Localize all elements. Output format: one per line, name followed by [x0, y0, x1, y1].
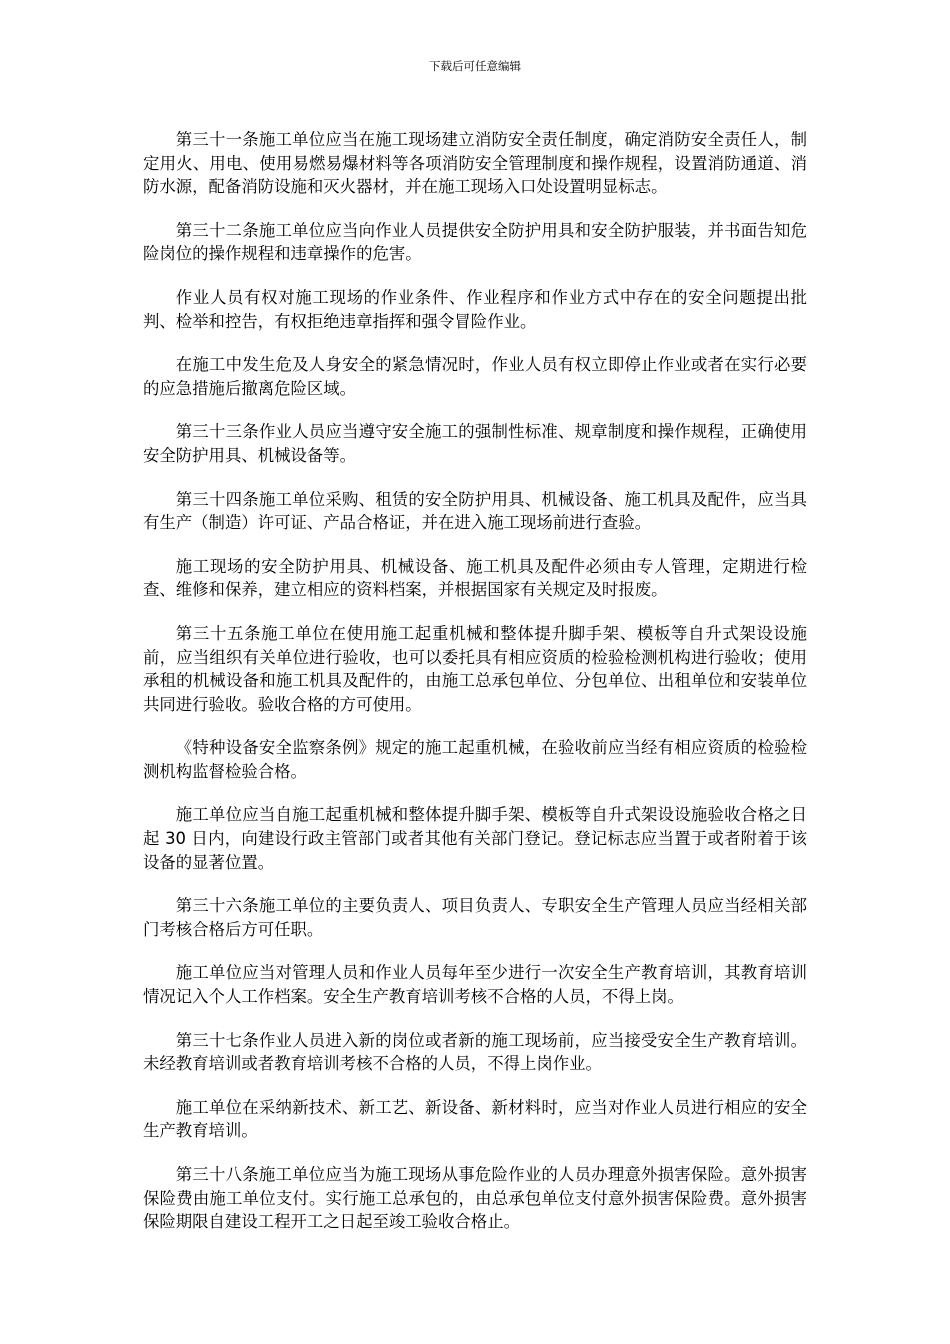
paragraph-article-33: 第三十三条作业人员应当遵守安全施工的强制性标准、规章制度和操作规程，正确使用安全防护用具、机械设备等。: [143, 422, 807, 465]
paragraph-article-32: 第三十二条施工单位应当向作业人员提供安全防护用具和安全防护服装，并书面告知危险岗位的操作规程和违章操作的危害。: [143, 220, 807, 264]
paragraph-emergency: 在施工中发生危及人身安全的紧急情况时，作业人员有权立即停止作业或者在实行必要的应急措施后撤离危险区域。: [143, 355, 807, 398]
paragraph-article-31: 第三十一条施工单位应当在施工现场建立消防安全责任制度，确定消防安全责任人，制定用火、用电、使用易燃易爆材料等各项消防安全管理制度和操作规程，设置消防通道、消防水源，配备消防设施和灭火器材，并在施工现场入口处设置明显标志。: [143, 130, 807, 197]
paragraph-article-35: 第三十五条施工单位在使用施工起重机械和整体提升脚手架、模板等自升式架设设施前，应当组织有关单位进行验收，也可以委托具有相应资质的检验检测机构进行验收；使用承租的机械设备和施工机具及配件的，由施工总承包单位、分包单位、出租单位和安装单位共同进行验收。验收合格的方可使用。: [143, 623, 807, 714]
paragraph-equipment-management: 施工现场的安全防护用具、机械设备、施工机具及配件必须由专人管理，定期进行检查、维修和保养，建立相应的资料档案，并根据国家有关规定及时报废。: [143, 556, 807, 600]
paragraph-article-36: 第三十六条施工单位的主要负责人、项目负责人、专职安全生产管理人员应当经相关部门考核合格后方可任职。: [143, 896, 807, 939]
page-header: 下载后可任意编辑: [429, 59, 521, 73]
paragraph-new-technology-training: 施工单位在采纳新技术、新工艺、新设备、新材料时，应当对作业人员进行相应的安全生产教育培训。: [143, 1097, 807, 1141]
paragraph-worker-rights: 作业人员有权对施工现场的作业条件、作业程序和作业方式中存在的安全问题提出批判、检举和控告，有权拒绝违章指挥和强令冒险作业。: [143, 287, 807, 331]
paragraph-article-38: 第三十八条施工单位应当为施工现场从事危险作业的人员办理意外损害保险。意外损害保险费由施工单位支付。实行施工总承包的，由总承包单位支付意外损害保险费。意外损害保险期限自建设工程开工之日起至竣工验收合格止。: [143, 1165, 807, 1232]
paragraph-registration: 施工单位应当自施工起重机械和整体提升脚手架、模板等自升式架设设施验收合格之日起 30 日内，向建设行政主管部门或者其他有关部门登记。登记标志应当置于或者附着于该设备的显著位置。: [143, 805, 807, 872]
paragraph-special-equipment: 《特种设备安全监察条例》规定的施工起重机械，在验收前应当经有相应资质的检验检测机构监督检验合格。: [143, 738, 807, 781]
paragraph-annual-training: 施工单位应当对管理人员和作业人员每年至少进行一次安全生产教育培训，其教育培训情况记入个人工作档案。安全生产教育培训考核不合格的人员，不得上岗。: [143, 963, 807, 1007]
paragraph-article-37: 第三十七条作业人员进入新的岗位或者新的施工现场前，应当接受安全生产教育培训。未经教育培训或者教育培训考核不合格的人员，不得上岗作业。: [143, 1030, 807, 1074]
paragraph-article-34: 第三十四条施工单位采购、租赁的安全防护用具、机械设备、施工机具及配件，应当具有生产（制造）许可证、产品合格证，并在进入施工现场前进行查验。: [143, 489, 807, 533]
document-body: [143, 128, 807, 1254]
